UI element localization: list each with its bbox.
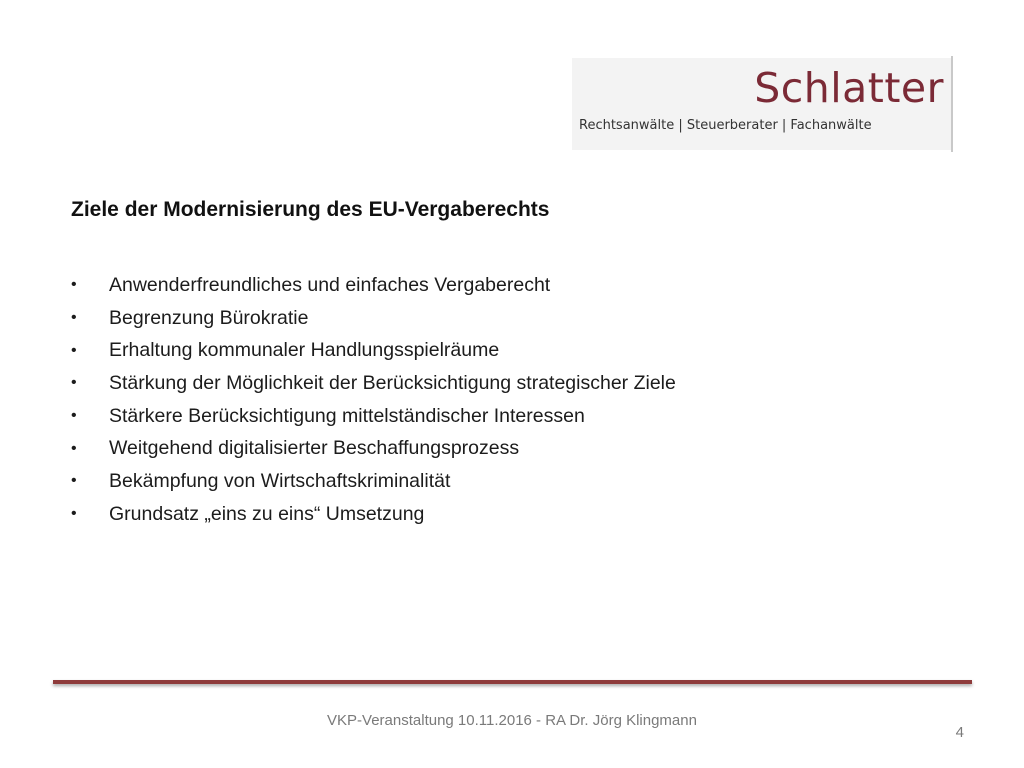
page-number: 4: [955, 724, 964, 741]
bullet-text: Begrenzung Bürokratie: [109, 306, 309, 329]
company-logo: [572, 58, 952, 150]
bullet-icon: •: [71, 276, 77, 294]
bullet-text: Stärkere Berücksichtigung mittelständischer Interessen: [109, 404, 585, 427]
bullet-icon: •: [71, 439, 77, 457]
footer-caption: VKP-Veranstaltung 10.11.2016 - RA Dr. Jörg Klingmann: [327, 712, 697, 729]
bullet-icon: •: [71, 472, 77, 490]
bullet-item: [71, 334, 676, 367]
bullet-icon: •: [71, 341, 77, 359]
footer-divider: [53, 680, 972, 684]
bullet-item: [71, 400, 676, 433]
bullet-icon: •: [71, 505, 77, 523]
bullet-text: Weitgehend digitalisierter Beschaffungsprozess: [109, 437, 520, 460]
bullet-text: Erhaltung kommunaler Handlungsspielräume: [109, 339, 500, 362]
bullet-item: [71, 465, 676, 498]
bullet-list: [71, 269, 676, 531]
bullet-item: [71, 498, 676, 531]
bullet-item: [71, 269, 676, 302]
bullet-text: Stärkung der Möglichkeit der Berücksichtigung strategischer Ziele: [109, 371, 676, 394]
bullet-item: [71, 367, 676, 400]
logo-divider: [951, 56, 953, 152]
bullet-text: Anwenderfreundliches und einfaches Vergaberecht: [109, 273, 551, 296]
bullet-item: [71, 302, 676, 335]
bullet-icon: •: [71, 309, 77, 327]
bullet-icon: •: [71, 407, 77, 425]
slide-heading: Ziele der Modernisierung des EU-Vergaberechts: [71, 198, 550, 221]
logo-wordmark: Schlatter: [754, 64, 944, 112]
bullet-item: [71, 432, 676, 465]
bullet-icon: •: [71, 374, 77, 392]
bullet-text: Grundsatz „eins zu eins“ Umsetzung: [109, 502, 425, 525]
bullet-text: Bekämpfung von Wirtschaftskriminalität: [109, 469, 451, 492]
logo-tagline: Rechtsanwälte | Steuerberater | Fachanwälte: [579, 118, 872, 133]
